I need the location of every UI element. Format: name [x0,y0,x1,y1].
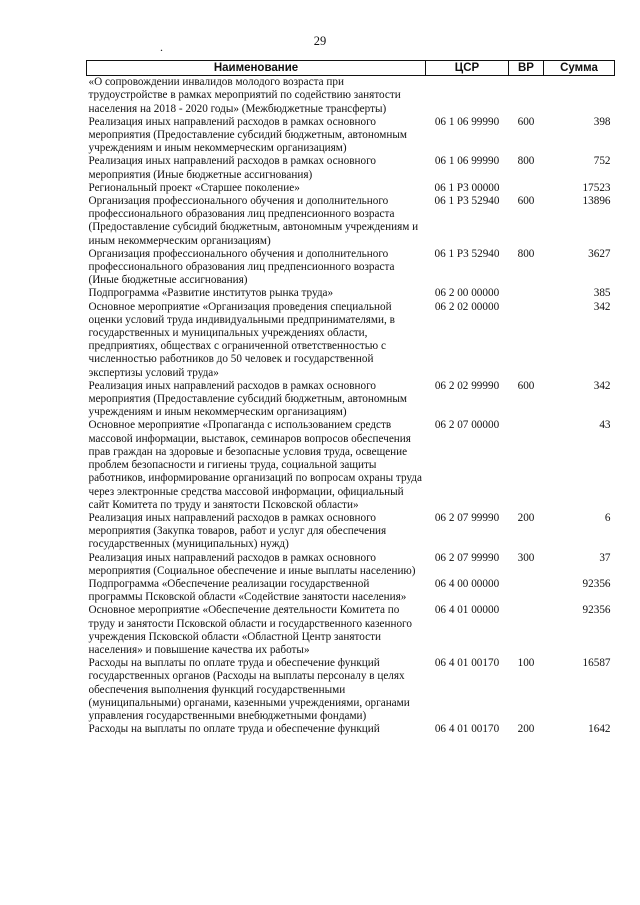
cell-vr: 800 [517,247,535,260]
header-csr: ЦСР [426,61,509,76]
cell-csr: 06 1 06 99990 [434,115,500,128]
cell-name: Реализация иных направлений расходов в рамках основного мероприятия (Предоставление субсидий бюджетным, автономным учреждениям и иным некоммерческим организациям) [88,379,407,419]
cell-csr: 06 4 01 00170 [434,657,500,670]
cell-vr [509,301,544,380]
cell-sum: 37 [599,551,611,564]
table-row [87,116,615,156]
cell-name: Организация профессионального обучения и дополнительного профессионального образования лиц предпенсионного возраста (Иные бюджетные ассигнования) [88,247,395,287]
cell-vr [509,182,544,195]
cell-vr: 600 [517,379,535,392]
cell-name: Организация профессионального обучения и дополнительного профессионального образования лиц предпенсионного возраста (Предоставление субсидий бюджетным, автономным учреждениям и иным некоммерческим организациям) [88,195,419,247]
cell-csr: 06 1 P3 00000 [434,181,500,194]
cell-csr: 06 4 01 00000 [434,604,500,617]
budget-table [86,60,615,736]
cell-name: Основное мероприятие «Организация проведения специальной оценки условий труда индивидуальными предпринимателями, в государственных и муниципальных учреждениях области, предприятиях, обществах с ограниченной ответственностью с численностью работников до 50 человек и государственной экспертизы условий труда» [88,300,395,379]
cell-name: Реализация иных направлений расходов в рамках основного мероприятия (Предоставление субсидий бюджетным, автономным учреждениям и иным некоммерческим организациям) [88,115,407,155]
table-row [87,76,615,116]
cell-sum [544,76,615,116]
cell-name: Основное мероприятие «Обеспечение деятельности Комитета по труду и занятости Псковской области и государственного казенного учреждения Псковской области «Областной Центр занятости населения» и повышение качества их работы» [88,604,412,656]
cell-name: Подпрограмма «Обеспечение реализации государственной программы Псковской области «Содействие занятости населения» [88,577,407,604]
table-row [87,301,615,380]
table-row [87,248,615,288]
cell-sum: 6 [604,511,611,524]
cell-csr: 06 1 P3 52940 [434,195,500,208]
cell-vr: 200 [517,723,535,736]
cell-vr [509,578,544,604]
cell-vr: 600 [517,195,535,208]
table-row [87,578,615,604]
table-row [87,380,615,420]
cell-vr: 200 [517,511,535,524]
cell-vr: 100 [517,657,535,670]
scan-mark: . [160,40,163,54]
cell-vr [509,76,544,116]
table-header-row [87,61,615,76]
cell-sum: 16587 [582,657,611,670]
cell-name: Расходы на выплаты по оплате труда и обеспечение функций [88,723,380,736]
cell-csr [426,76,509,116]
table-row [87,155,615,181]
table-row [87,182,615,195]
cell-vr [509,419,544,511]
cell-sum: 3627 [588,247,611,260]
cell-csr: 06 2 00 00000 [434,287,500,300]
cell-vr: 300 [517,551,535,564]
table-body [87,76,615,737]
cell-sum: 92356 [582,604,611,617]
cell-csr: 06 2 02 99990 [434,379,500,392]
header-name: Наименование [87,61,426,76]
table-row [87,657,615,723]
page-number: 29 [313,34,327,48]
table-row [87,287,615,300]
header-sum: Сумма [544,61,615,76]
table-row [87,604,615,657]
cell-sum: 385 [593,287,611,300]
cell-csr: 06 2 07 00000 [434,419,500,432]
table-row [87,195,615,248]
table-row [87,419,615,511]
cell-sum: 13896 [582,195,611,208]
table-row [87,552,615,578]
cell-csr: 06 2 07 99990 [434,551,500,564]
cell-name: Реализация иных направлений расходов в рамках основного мероприятия (Закупка товаров, работ и услуг для обеспечения государственных (муниципальных) нужд) [88,511,387,551]
cell-csr: 06 4 01 00170 [434,723,500,736]
cell-sum: 43 [599,419,611,432]
table-row [87,723,615,736]
cell-sum: 17523 [582,181,611,194]
cell-name: «О сопровождении инвалидов молодого возраста при трудоустройстве в рамках мероприятий по содействию занятости населения на 2018 - 2020 годы» (Межбюджетные трансферты) [88,76,401,115]
cell-vr: 800 [517,155,535,168]
cell-vr [509,604,544,657]
cell-csr: 06 2 02 00000 [434,300,500,313]
cell-name: Расходы на выплаты по оплате труда и обеспечение функций государственных органов (Расходы на выплаты персоналу в целях обеспечения выполнения функций государственными (муниципальными) органами, казенными учреждениями, органами управления государственными внебюджетными фондами) [88,657,410,722]
cell-sum: 342 [593,300,611,313]
cell-sum: 398 [593,115,611,128]
cell-csr: 06 4 00 00000 [434,577,500,590]
cell-sum: 92356 [582,577,611,590]
cell-name: Реализация иных направлений расходов в рамках основного мероприятия (Социальное обеспечение и иные выплаты населению) [88,551,416,577]
cell-sum: 342 [593,379,611,392]
cell-sum: 1642 [588,723,611,736]
table-row [87,512,615,552]
cell-vr: 600 [517,115,535,128]
cell-name: Подпрограмма «Развитие институтов рынка труда» [88,287,334,300]
cell-name: Основное мероприятие «Пропаганда с использованием средств массовой информации, выставок, семинаров вопросов обеспечения прав граждан на здоровые и безопасные условия труда, освещение проблем безопасности и гигиены труда, социальной защиты работников, информирование организаций по вопросам охраны труда через электронные средства массовой информации, официальный сайт Комитета по труду и занятости Псковской области» [88,419,422,511]
cell-csr: 06 2 07 99990 [434,511,500,524]
cell-csr: 06 1 P3 52940 [434,247,500,260]
cell-csr: 06 1 06 99990 [434,155,500,168]
header-vr: ВР [509,61,544,76]
cell-name: Региональный проект «Старшее поколение» [88,181,300,194]
cell-sum: 752 [593,155,611,168]
cell-name: Реализация иных направлений расходов в рамках основного мероприятия (Иные бюджетные ассигнования) [88,155,376,181]
cell-vr [509,287,544,300]
